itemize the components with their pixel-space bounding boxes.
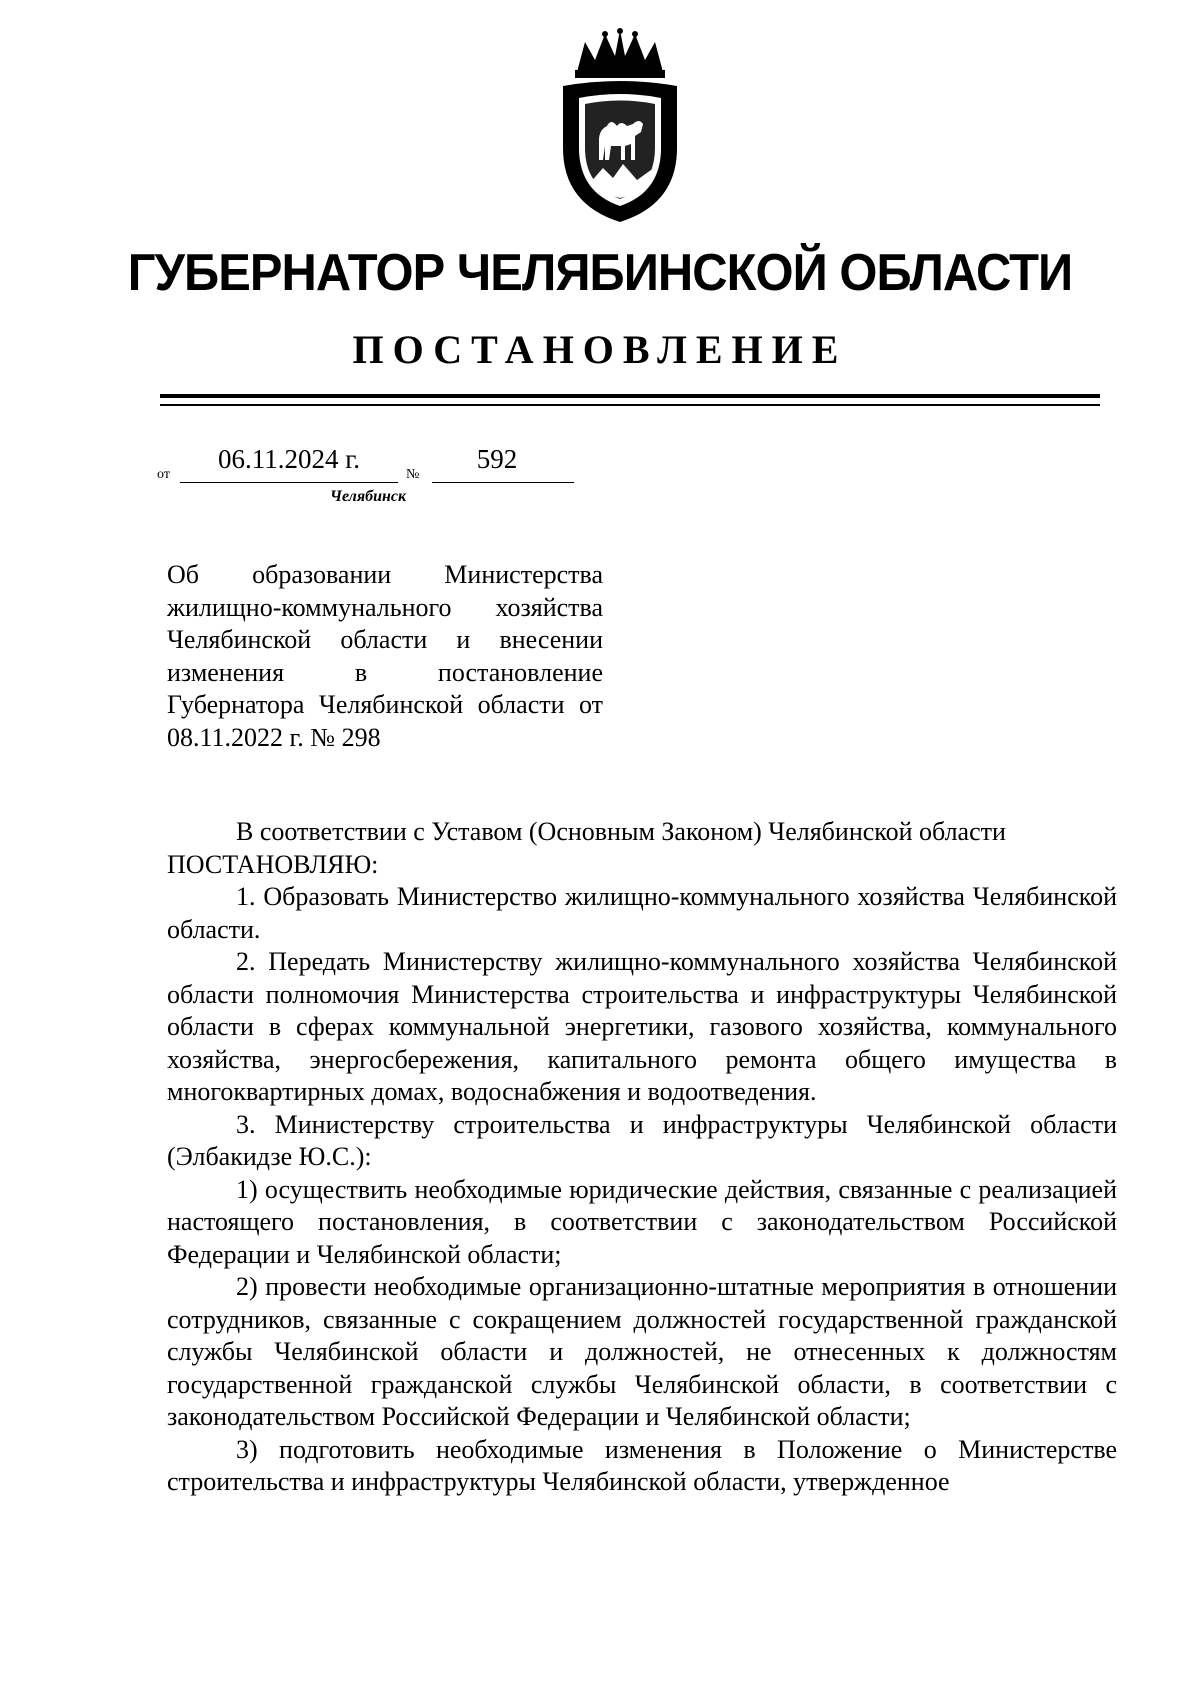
document-number: 592 [476,444,518,474]
body-paragraph: 1. Образовать Министерство жилищно-коммунального хозяйства Челябинской области. [167,882,1117,944]
date-label: от [157,467,170,482]
body-paragraph: В соответствии с Уставом (Основным Законом) Челябинской области [236,817,1006,846]
body-paragraph: 2. Передать Министерству жилищно-коммунального хозяйства Челябинской области полномочия Министерства строительства и инфраструктуры Челябинской области в сферах коммунальной энергетики, газового хозяйства, коммунального хозяйства, энергосбережения, капитального ремонта общего имущества в многоквартирных домах, водоснабжения и водоотведения. [167,947,1117,1106]
body-paragraph: 2) провести необходимые организационно-штатные мероприятия в отношении сотрудников, связанные с сокращением должностей государственной гражданской службы Челябинской области и должностей, не отнесенных к должностям государственной гражданской службы Челябинской области, в соответствии с законодательством Российской Федерации и Челябинской области; [167,1272,1117,1431]
coat-of-arms-icon [555,28,685,224]
issuer-title: ГУБЕРНАТОР ЧЕЛЯБИНСКОЙ ОБЛАСТИ [127,244,1073,302]
body-paragraph: ПОСТАНОВЛЯЮ: [167,849,379,879]
body-paragraph: 3. Министерству строительства и инфраструктуры Челябинской области (Элбакидзе Ю.С.): [167,1109,1117,1171]
body-paragraph: 1) осуществить необходимые юридические действия, связанные с реализацией настоящего постановления, в соответствии с законодательством Российской Федерации и Челябинской области; [167,1174,1117,1269]
header-rule-thin [160,404,1100,406]
body-paragraph: 3) подготовить необходимые изменения в Положение о Министерстве строительства и инфраструктуры Челябинской области, утвержденное [167,1434,1117,1496]
document-body [167,816,1117,1499]
number-label: № [406,467,420,482]
city-name: Челябинск [330,488,407,505]
date-underline [180,482,398,483]
document-type: ПОСТАНОВЛЕНИЕ [352,327,848,372]
document-subject: Об образовании Министерства жилищно-коммунального хозяйства Челябинской области и внесении изменения в постановление Губернатора Челябинской области от 08.11.2022 г. № 298 [167,560,603,752]
document-date: 06.11.2024 г. [217,444,361,474]
number-underline [432,482,574,483]
header-rule-thick [160,394,1100,398]
